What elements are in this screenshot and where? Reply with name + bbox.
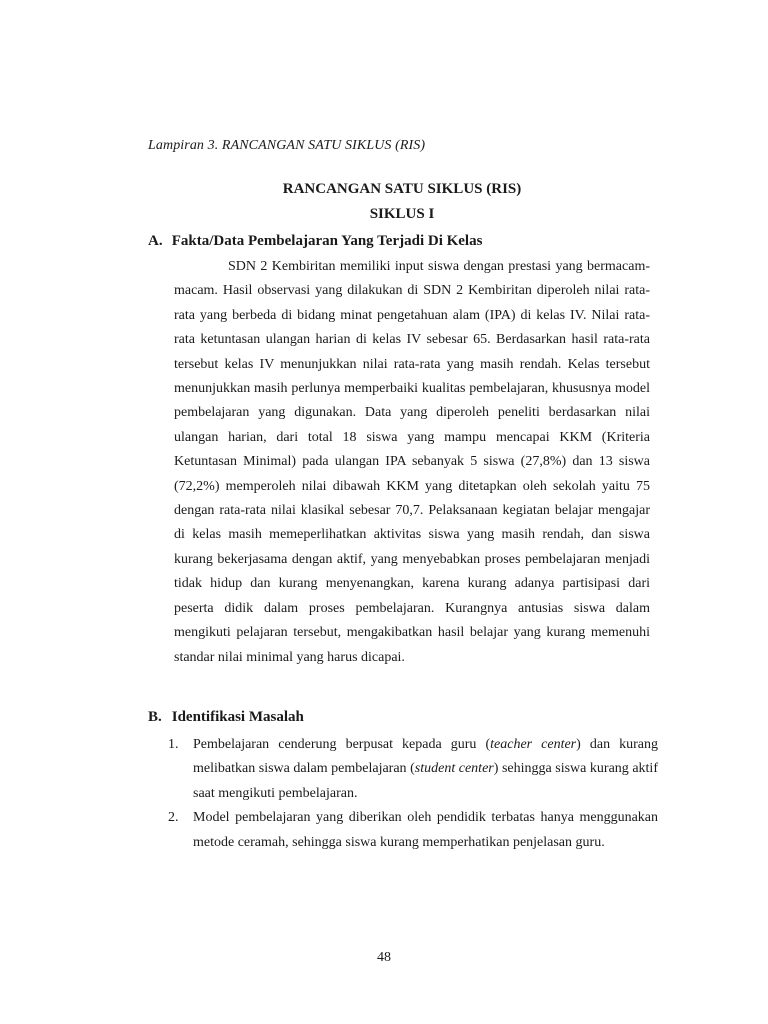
list-item (168, 733, 658, 806)
page-number: 48 (377, 950, 391, 965)
document-title: RANCANGAN SATU SIKLUS (RIS) (282, 181, 522, 197)
section-a-body (174, 255, 650, 670)
list-item-text: ) dan kurang melibatkan siswa dalam pembelajaran ( (193, 737, 658, 777)
list-item (168, 806, 658, 855)
section-b-title: Identifikasi Masalah (171, 709, 304, 725)
list-item-italic: teacher center (490, 737, 577, 752)
list-item-text: Pembelajaran cenderung berpusat kepada guru ( (193, 737, 491, 752)
list-item-number: 1. (168, 737, 179, 752)
section-b-label: B. (148, 709, 162, 725)
section-a-heading (148, 233, 482, 250)
list-item-italic: student center (414, 761, 494, 777)
cycle-subtitle: SIKLUS I (369, 206, 435, 222)
appendix-label: Lampiran 3. RANCANGAN SATU SIKLUS (RIS) (148, 138, 426, 153)
list-item-text: ) sehingga siswa kurang aktif saat mengikuti pembelajaran. (193, 761, 658, 801)
section-a-label: A. (148, 233, 163, 249)
section-a-title: Fakta/Data Pembelajaran Yang Terjadi Di Kelas (171, 233, 483, 249)
section-a-paragraph: SDN 2 Kembiritan memiliki input siswa dengan prestasi yang bermacam-macam. Hasil observasi yang dilakukan di SDN 2 Kembiritan diperoleh nilai rata-rata yang berbeda di bidang minat pengetahuan alam (IPA) di kelas IV. Nilai rata-rata ketuntasan ulangan harian di kelas IV sebesar 65. Berdasarkan hasil rata-rata tersebut kelas IV menunjukkan nilai rata-rata yang masih rendah. Kelas tersebut menunjukkan masih perlunya memperbaiki kualitas pembelajaran, khususnya model pembelajaran yang digunakan. Data yang diperoleh peneliti berdasarkan nilai ulangan harian, dari total 18 siswa yang mampu mencapai KKM (Kriteria Ketuntasan Minimal) pada ulangan IPA sebanyak 5 siswa (27,8%) dan 13 siswa (72,2%) memperoleh nilai dibawah KKM yang ditetapkan oleh sekolah yaitu 75 dengan rata-rata nilai klasikal sebesar 70,7. Pelaksanaan kegiatan belajar mengajar di kelas masih memeperlihatkan aktivitas siswa yang masih rendah, dan siswa kurang bekerjasama dengan aktif, yang menyebabkan proses pembelajaran menjadi tidak hidup dan kurang menyenangkan, karena kurang adanya partisipasi dari peserta didik dalam proses pembelajaran. Kurangnya antusias siswa dalam mengikuti pelajaran tersebut, mengakibatkan hasil belajar yang kurang memenuhi standar nilai minimal yang harus dicapai. (174, 259, 650, 665)
list-item-text: Model pembelajaran yang diberikan oleh pendidik terbatas hanya menggunakan metode ceramah, sehingga siswa kurang memperhatikan penjelasan guru. (193, 810, 658, 850)
list-item-number: 2. (168, 810, 179, 826)
problem-list (168, 733, 658, 855)
section-b-heading (148, 709, 304, 726)
